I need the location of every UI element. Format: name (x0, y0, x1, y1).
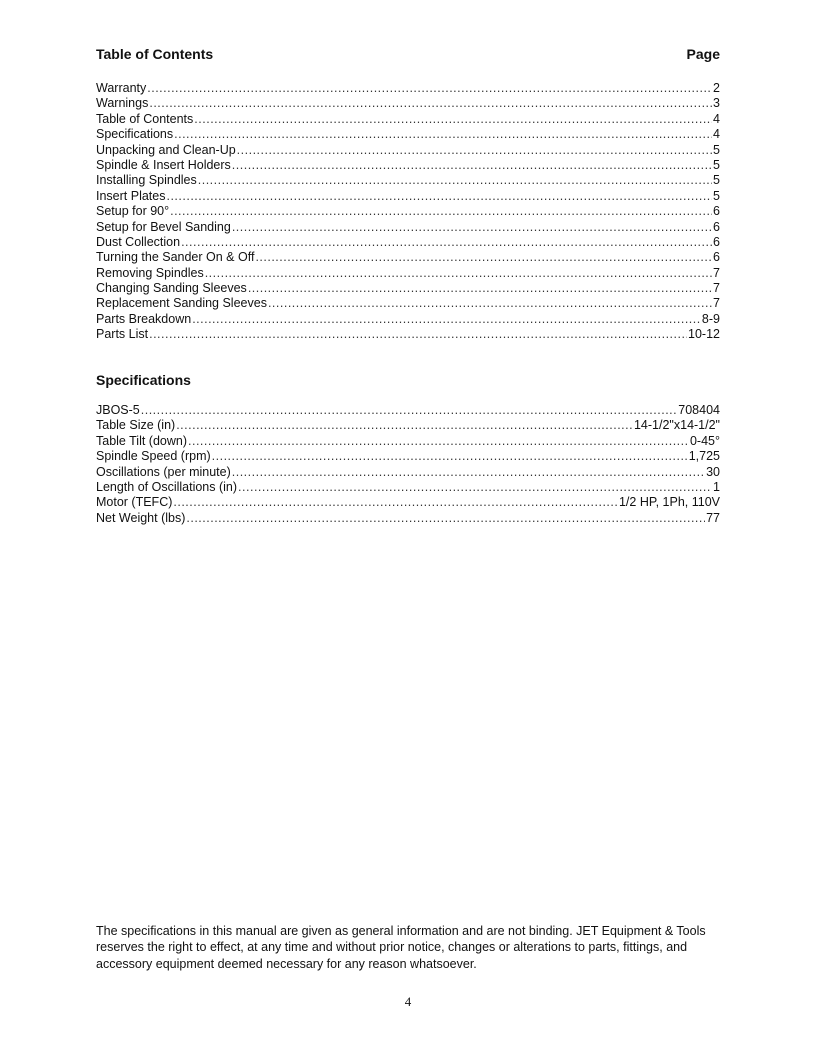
toc-page-label: Page (686, 46, 720, 62)
spec-value: 1 (713, 479, 720, 494)
toc-entry[interactable] (96, 143, 720, 158)
toc-entry[interactable] (96, 189, 720, 204)
spec-value: 77 (706, 510, 720, 525)
toc-entry[interactable] (96, 127, 720, 142)
dot-leader (232, 465, 705, 480)
dot-leader (248, 281, 712, 296)
dot-leader (237, 143, 712, 158)
toc-entry-page: 5 (713, 173, 720, 188)
toc-entry-page: 10-12 (688, 327, 720, 342)
spec-label: Table Size (in) (96, 418, 176, 433)
toc-entry-page: 7 (713, 296, 720, 311)
toc-entry-label: Setup for 90° (96, 204, 170, 219)
toc-entry[interactable] (96, 220, 720, 235)
toc-entry-page: 3 (713, 96, 720, 111)
page-number: 4 (404, 994, 412, 1009)
spec-label: Length of Oscillations (in) (96, 479, 238, 494)
dot-leader (268, 296, 712, 311)
disclaimer-text: The specifications in this manual are given as general information and are not binding. JET Equipment & Tools reserves the right to effect, at any time and without prior notice, changes or alterations to parts, fittings, and accessory equipment deemed necessary for any reason whatsoever. (96, 923, 706, 971)
dot-leader (198, 173, 712, 188)
spec-value: 1,725 (688, 449, 720, 464)
toc-title: Table of Contents (96, 46, 214, 62)
spec-row (96, 449, 720, 464)
dot-leader (147, 81, 712, 96)
spec-row (96, 511, 720, 526)
dot-leader (176, 418, 633, 433)
toc-entry[interactable] (96, 296, 720, 311)
spec-label: Table Tilt (down) (96, 433, 188, 448)
spec-row (96, 418, 720, 433)
dot-leader (174, 127, 712, 142)
dot-leader (149, 96, 712, 111)
toc-entry-label: Changing Sanding Sleeves (96, 281, 247, 296)
spec-row (96, 495, 720, 510)
toc-entry-label: Installing Spindles (96, 173, 197, 188)
specifications-heading: Specifications (96, 372, 191, 388)
dot-leader (149, 327, 687, 342)
spec-label: Motor (TEFC) (96, 495, 173, 510)
dot-leader (141, 403, 678, 418)
toc-entry-label: Spindle & Insert Holders (96, 157, 231, 172)
toc-entry[interactable] (96, 173, 720, 188)
toc-entry-label: Table of Contents (96, 111, 194, 126)
toc-entry-page: 5 (713, 142, 720, 157)
spec-value: 708404 (678, 403, 720, 417)
toc-entry[interactable] (96, 81, 720, 96)
dot-leader (232, 158, 712, 173)
dot-leader (232, 220, 712, 235)
toc-entry[interactable] (96, 158, 720, 173)
toc-entry[interactable] (96, 250, 720, 265)
toc-entry-label: Insert Plates (96, 188, 166, 203)
toc-entry-label: Unpacking and Clean-Up (96, 142, 236, 157)
toc-entry[interactable] (96, 281, 720, 296)
dot-leader (170, 204, 712, 219)
toc-entry[interactable] (96, 235, 720, 250)
toc-entry-label: Specifications (96, 127, 174, 142)
dot-leader (186, 511, 705, 526)
toc-entry[interactable] (96, 327, 720, 342)
toc-entry-label: Setup for Bevel Sanding (96, 219, 231, 234)
dot-leader (238, 480, 712, 495)
spec-row (96, 465, 720, 480)
dot-leader (173, 495, 618, 510)
toc-entry[interactable] (96, 312, 720, 327)
spec-value: 1/2 HP, 1Ph, 110V (618, 495, 720, 510)
spec-label: Net Weight (lbs) (96, 510, 186, 525)
spec-row (96, 480, 720, 495)
toc-entry-label: Warranty (96, 81, 147, 95)
toc-entry-page: 2 (713, 81, 720, 95)
spec-value: 30 (706, 464, 720, 479)
toc-entry-page: 7 (713, 265, 720, 280)
spec-list (96, 403, 720, 526)
toc-header (96, 46, 720, 62)
dot-leader (181, 235, 712, 250)
spec-label: Oscillations (per minute) (96, 464, 231, 479)
toc-entry-page: 5 (713, 157, 720, 172)
toc-entry-page: 6 (713, 234, 720, 249)
spec-row (96, 434, 720, 449)
toc-list (96, 81, 720, 343)
toc-entry-label: Removing Spindles (96, 265, 204, 280)
toc-entry-label: Turning the Sander On & Off (96, 250, 255, 265)
toc-entry-page: 4 (713, 111, 720, 126)
toc-entry-page: 6 (713, 219, 720, 234)
toc-entry[interactable] (96, 112, 720, 127)
spec-value: 0-45° (689, 433, 720, 448)
toc-entry-page: 8-9 (701, 311, 720, 326)
toc-entry-label: Replacement Sanding Sleeves (96, 296, 267, 311)
toc-entry[interactable] (96, 266, 720, 281)
toc-entry-label: Dust Collection (96, 234, 181, 249)
dot-leader (255, 250, 712, 265)
toc-entry-page: 6 (713, 250, 720, 265)
dot-leader (212, 449, 688, 464)
toc-entry-label: Warnings (96, 96, 149, 111)
spec-label: Spindle Speed (rpm) (96, 449, 211, 464)
toc-entry-page: 7 (713, 281, 720, 296)
spec-value: 14-1/2"x14-1/2" (633, 418, 720, 433)
dot-leader (205, 266, 712, 281)
toc-entry-page: 4 (713, 127, 720, 142)
toc-entry-label: Parts List (96, 327, 149, 342)
spec-label: JBOS-5 (96, 403, 140, 417)
toc-entry[interactable] (96, 96, 720, 111)
toc-entry[interactable] (96, 204, 720, 219)
spec-row (96, 403, 720, 418)
toc-entry-page: 6 (713, 204, 720, 219)
dot-leader (192, 312, 701, 327)
toc-entry-page: 5 (713, 188, 720, 203)
toc-entry-label: Parts Breakdown (96, 311, 192, 326)
dot-leader (166, 189, 712, 204)
dot-leader (188, 434, 689, 449)
dot-leader (194, 112, 712, 127)
